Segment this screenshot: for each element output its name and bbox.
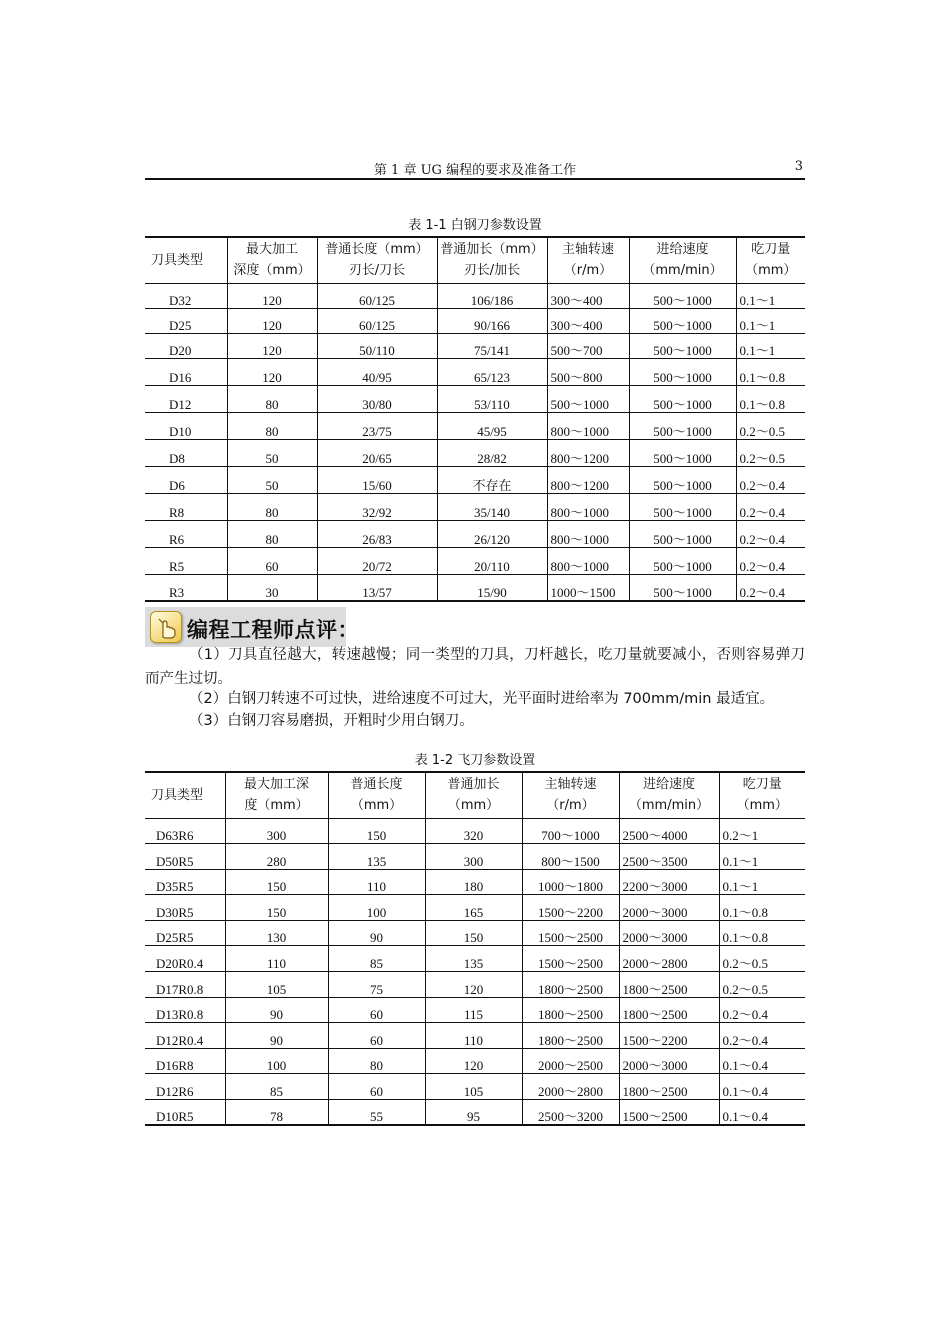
table2-cell: 85 [328, 946, 425, 972]
table2-cell: 0.1～0.4 [719, 1074, 805, 1100]
table2-cell: 110 [225, 946, 328, 972]
table1-header-cell [547, 237, 629, 283]
table1-header-cell [437, 237, 547, 283]
table1-header-cell [227, 237, 317, 283]
table1-cell: 50 [227, 439, 317, 466]
table2-row [145, 946, 805, 972]
table2-cell: 90 [225, 997, 328, 1023]
table1-cell: 不存在 [437, 466, 547, 493]
table1-cell: 300～400 [547, 283, 629, 308]
table1-cell: 23/75 [317, 412, 437, 439]
table2-cell: 150 [225, 869, 328, 895]
table2-row [145, 920, 805, 946]
table2-cell: D20R0.4 [145, 946, 225, 972]
table2-cell: 90 [225, 1023, 328, 1049]
table2-cell: 130 [225, 920, 328, 946]
table2-header-cell [522, 772, 619, 818]
table1-header-line1: 普通加长（mm） [440, 242, 544, 258]
table1-cell: D10 [145, 412, 227, 439]
table1-cell: D32 [145, 283, 227, 308]
table1-cell: 50 [227, 466, 317, 493]
table1-cell: D8 [145, 439, 227, 466]
table2-cell: 2000～2500 [522, 1048, 619, 1074]
table1-header-cell [317, 237, 437, 283]
table2-cell: 110 [425, 1023, 522, 1049]
table1-header-line1: 普通长度（mm） [325, 242, 429, 258]
table2-header-line1: 主轴转速 [544, 777, 597, 793]
table2-cell: 78 [225, 1100, 328, 1126]
comment-title: 编程工程师点评： [187, 618, 359, 642]
table2-header-line1: 进给速度 [642, 777, 695, 793]
table1-cell: 26/83 [317, 520, 437, 547]
table1-cell: 60 [227, 547, 317, 574]
table1-cell: 120 [227, 358, 317, 385]
table2-cell: 2000～3000 [619, 895, 719, 921]
table1-cell: R5 [145, 547, 227, 574]
table1-cell: 500～1000 [629, 520, 736, 547]
table1-header-line2: 刃长/加长 [463, 263, 521, 279]
table1-cell: 30 [227, 574, 317, 601]
table1-cell: 26/120 [437, 520, 547, 547]
table1-body [145, 283, 805, 601]
table2-cell: 1800～2500 [619, 997, 719, 1023]
table2-cell: 120 [425, 972, 522, 998]
table1-cell: 50/110 [317, 333, 437, 358]
table2-cell: 115 [425, 997, 522, 1023]
table1-cell: 0.2～0.4 [736, 547, 805, 574]
table2-cell: D25R5 [145, 920, 225, 946]
table2-cell: D35R5 [145, 869, 225, 895]
table1-row [145, 358, 805, 385]
table2-header-cell [328, 772, 425, 818]
table1-cell: 40/95 [317, 358, 437, 385]
table2-cell: 300 [425, 844, 522, 870]
table2-cell: 2000～2800 [522, 1074, 619, 1100]
table1-cell: 0.2～0.4 [736, 520, 805, 547]
table2-cell: 1800～2500 [619, 972, 719, 998]
table1-cell: 80 [227, 520, 317, 547]
table1-row [145, 283, 805, 308]
table1 [145, 236, 805, 602]
table2-cell: 0.1～0.8 [719, 920, 805, 946]
table1-cell: 0.2～0.4 [736, 574, 805, 601]
table2-cell: 1500～2500 [522, 920, 619, 946]
table2-cell: 100 [328, 895, 425, 921]
table1-row [145, 493, 805, 520]
table2-cell: 165 [425, 895, 522, 921]
table2-cell: D12R6 [145, 1074, 225, 1100]
table2-cell: 2000～2800 [619, 946, 719, 972]
table2 [145, 771, 805, 1126]
table2-header-cell [145, 772, 225, 818]
pointing-hand-icon [150, 611, 182, 643]
table2-cell: 180 [425, 869, 522, 895]
table1-cell: 500～1000 [629, 466, 736, 493]
table2-cell: 135 [328, 844, 425, 870]
comment-paragraph-3: （3）白钢刀容易磨损，开粗时少用白钢刀。 [189, 713, 474, 729]
table1-row [145, 385, 805, 412]
table2-cell: 0.1～0.4 [719, 1100, 805, 1126]
table2-header-line1: 普通加长 [447, 777, 500, 793]
table1-cell: 15/90 [437, 574, 547, 601]
table1-header-line1: 进给速度 [656, 242, 709, 258]
table1-header-line1: 最大加工 [245, 242, 298, 258]
table2-cell: 320 [425, 818, 522, 844]
page-number: 3 [794, 159, 803, 174]
table1-header-cell [145, 237, 227, 283]
table1-cell: 75/141 [437, 333, 547, 358]
table2-cell: 105 [225, 972, 328, 998]
table1-cell: 120 [227, 333, 317, 358]
table2-cell: 300 [225, 818, 328, 844]
table2-cell: 0.2～0.4 [719, 997, 805, 1023]
table2-cell: 105 [425, 1074, 522, 1100]
table1-caption: 表 1-1 白钢刀参数设置 [408, 218, 542, 233]
table1-cell: 20/65 [317, 439, 437, 466]
table1-header-line2: （mm） [745, 263, 797, 279]
page-header [145, 158, 805, 180]
table2-cell: 1500～2500 [522, 946, 619, 972]
table2-cell: 1500～2500 [619, 1100, 719, 1126]
table2-row [145, 1048, 805, 1074]
table1-cell: D16 [145, 358, 227, 385]
table2-cell: 0.1～1 [719, 869, 805, 895]
table2-cell: 1500～2200 [619, 1023, 719, 1049]
table2-cell: 1000～1800 [522, 869, 619, 895]
table2-header-line2: （mm） [736, 798, 788, 814]
table2-row [145, 1023, 805, 1049]
table1-cell: 500～1000 [629, 308, 736, 333]
table1-header-line2: 刃长/刀长 [348, 263, 406, 279]
table2-cell: 60 [328, 1074, 425, 1100]
table1-cell: 120 [227, 283, 317, 308]
table2-cell: 95 [425, 1100, 522, 1126]
table1-cell: D12 [145, 385, 227, 412]
table1-cell: 500～1000 [629, 574, 736, 601]
table1-cell: 300～400 [547, 308, 629, 333]
table1-cell: 500～1000 [629, 439, 736, 466]
table1-cell: 15/60 [317, 466, 437, 493]
table2-header-cell [719, 772, 805, 818]
table2-cell: 100 [225, 1048, 328, 1074]
table2-row [145, 997, 805, 1023]
comment-paragraph-1: （1）刀具直径越大，转速越慢；同一类型的刀具，刀杆越长，吃刀量就要减小，否则容易弹刀而产生过切。 [145, 647, 805, 687]
table2-cell: D10R5 [145, 1100, 225, 1126]
table2-header-line2: （r/m） [546, 798, 595, 814]
table2-cell: 1800～2500 [619, 1074, 719, 1100]
table2-cell: 55 [328, 1100, 425, 1126]
table1-cell: 800～1200 [547, 466, 629, 493]
table1-header-line2: 深度（mm） [233, 263, 311, 279]
table1-header-line1: 刀具类型 [151, 252, 204, 268]
table2-cell: 90 [328, 920, 425, 946]
table1-cell: 65/123 [437, 358, 547, 385]
table1-cell: 35/140 [437, 493, 547, 520]
table2-cell: 150 [328, 818, 425, 844]
comment-paragraph-2: （2）白钢刀转速不可过快，进给速度不可过大，光平面时进给率为 700mm/min 最适宜。 [189, 691, 775, 707]
table2-cell: 0.2～0.5 [719, 946, 805, 972]
table2-cell: 0.2～1 [719, 818, 805, 844]
table2-header-line2: （mm） [447, 798, 500, 814]
table1-cell: 0.2～0.5 [736, 412, 805, 439]
table2-cell: 2200～3000 [619, 869, 719, 895]
table2-cell: D16R8 [145, 1048, 225, 1074]
table2-cell: 2500～4000 [619, 818, 719, 844]
table1-cell: 0.1～1 [736, 308, 805, 333]
table2-header-line2: （mm） [350, 798, 403, 814]
table2-cell: 120 [425, 1048, 522, 1074]
table1-cell: 1000～1500 [547, 574, 629, 601]
table1-cell: 500～800 [547, 358, 629, 385]
table2-cell: 135 [425, 946, 522, 972]
table2-cell: 0.1～0.8 [719, 895, 805, 921]
table1-cell: 500～1000 [629, 385, 736, 412]
table2-cell: 75 [328, 972, 425, 998]
table2-cell: 60 [328, 1023, 425, 1049]
table2-cell: 800～1500 [522, 844, 619, 870]
table2-header-line1: 最大加工深 [243, 777, 309, 793]
table2-cell: 150 [425, 920, 522, 946]
table2-cell: 0.1～0.4 [719, 1048, 805, 1074]
table1-cell: 80 [227, 385, 317, 412]
table1-cell: 500～1000 [547, 385, 629, 412]
table1-cell: 80 [227, 493, 317, 520]
table1-cell: D25 [145, 308, 227, 333]
table1-header-line1: 吃刀量 [751, 242, 791, 258]
table2-header-line2: （mm/min） [628, 798, 710, 814]
table1-header-line2: （mm/min） [642, 263, 723, 279]
table1-cell: 120 [227, 308, 317, 333]
table2-cell: D30R5 [145, 895, 225, 921]
table2-cell: 0.2～0.4 [719, 1023, 805, 1049]
table1-cell: 0.2～0.5 [736, 439, 805, 466]
table1-cell: 500～1000 [629, 412, 736, 439]
table1-cell: 800～1000 [547, 520, 629, 547]
table2-row [145, 895, 805, 921]
table2-cell: 60 [328, 997, 425, 1023]
table2-cell: 150 [225, 895, 328, 921]
table1-cell: 0.1～0.8 [736, 358, 805, 385]
table1-cell: 800～1200 [547, 439, 629, 466]
table2-row [145, 869, 805, 895]
table1-cell: 20/72 [317, 547, 437, 574]
table1-cell: 60/125 [317, 308, 437, 333]
table2-row [145, 818, 805, 844]
table2-cell: D17R0.8 [145, 972, 225, 998]
table1-cell: R8 [145, 493, 227, 520]
table1-cell: 500～1000 [629, 358, 736, 385]
table1-row [145, 412, 805, 439]
table2-cell: D12R0.4 [145, 1023, 225, 1049]
chapter-title: 第 1 章 UG 编程的要求及准备工作 [373, 163, 577, 178]
table2-row [145, 1100, 805, 1126]
table1-cell: D20 [145, 333, 227, 358]
table1-cell: 500～700 [547, 333, 629, 358]
table2-cell: 280 [225, 844, 328, 870]
table1-cell: 53/110 [437, 385, 547, 412]
table1-cell: 106/186 [437, 283, 547, 308]
table1-header-line2: （r/m） [563, 263, 613, 279]
table2-row [145, 1074, 805, 1100]
table1-row [145, 333, 805, 358]
table1-cell: 20/110 [437, 547, 547, 574]
table2-cell: 80 [328, 1048, 425, 1074]
table2-row [145, 972, 805, 998]
table2-header-cell [619, 772, 719, 818]
table2-cell: 1800～2500 [522, 997, 619, 1023]
table1-header-line1: 主轴转速 [561, 242, 614, 258]
table2-cell: D13R0.8 [145, 997, 225, 1023]
table2-header-line1: 刀具类型 [151, 787, 204, 803]
table1-cell: R6 [145, 520, 227, 547]
table2-cell: 700～1000 [522, 818, 619, 844]
table1-cell: 60/125 [317, 283, 437, 308]
table1-cell: 500～1000 [629, 333, 736, 358]
table1-cell: 45/95 [437, 412, 547, 439]
table2-row [145, 844, 805, 870]
table2-cell: 2500～3200 [522, 1100, 619, 1126]
table1-cell: 80 [227, 412, 317, 439]
table1-row [145, 547, 805, 574]
table1-cell: 0.2～0.4 [736, 466, 805, 493]
table2-cell: 85 [225, 1074, 328, 1100]
table1-cell: 800～1000 [547, 493, 629, 520]
table2-header-line2: 度（mm） [244, 798, 309, 814]
table2-header-cell [425, 772, 522, 818]
table1-cell: 0.1～0.8 [736, 385, 805, 412]
table1-cell: 90/166 [437, 308, 547, 333]
table2-cell: 0.2～0.5 [719, 972, 805, 998]
table2-header-row [145, 772, 805, 818]
table1-cell: R3 [145, 574, 227, 601]
table1-cell: 500～1000 [629, 283, 736, 308]
table1-cell: 0.1～1 [736, 283, 805, 308]
table1-cell: 800～1000 [547, 412, 629, 439]
table1-cell: 13/57 [317, 574, 437, 601]
table2-cell: 1800～2500 [522, 1023, 619, 1049]
table1-row [145, 466, 805, 493]
table2-cell: 0.1～1 [719, 844, 805, 870]
table1-cell: 28/82 [437, 439, 547, 466]
table2-cell: 1500～2200 [522, 895, 619, 921]
table1-cell: 30/80 [317, 385, 437, 412]
table1-cell: 500～1000 [629, 547, 736, 574]
table2-caption: 表 1-2 飞刀参数设置 [414, 753, 536, 768]
table2-header-cell [225, 772, 328, 818]
table2-cell: 2000～3000 [619, 1048, 719, 1074]
table2-header-line1: 吃刀量 [742, 777, 782, 793]
table1-header-cell [629, 237, 736, 283]
table1-row [145, 308, 805, 333]
table2-cell: 1800～2500 [522, 972, 619, 998]
table2-header-line1: 普通长度 [350, 777, 403, 793]
table1-cell: 32/92 [317, 493, 437, 520]
table1-header-cell [736, 237, 805, 283]
table2-cell: D63R6 [145, 818, 225, 844]
table1-cell: 0.1～1 [736, 333, 805, 358]
table1-row [145, 439, 805, 466]
table2-cell: D50R5 [145, 844, 225, 870]
table1-cell: 500～1000 [629, 493, 736, 520]
table2-cell: 2000～3000 [619, 920, 719, 946]
table1-header-row [145, 237, 805, 283]
table1-cell: D6 [145, 466, 227, 493]
table2-cell: 110 [328, 869, 425, 895]
table1-row [145, 574, 805, 601]
table1-cell: 800～1000 [547, 547, 629, 574]
table2-cell: 2500～3500 [619, 844, 719, 870]
table2-body [145, 818, 805, 1125]
table1-cell: 0.2～0.4 [736, 493, 805, 520]
table1-row [145, 520, 805, 547]
